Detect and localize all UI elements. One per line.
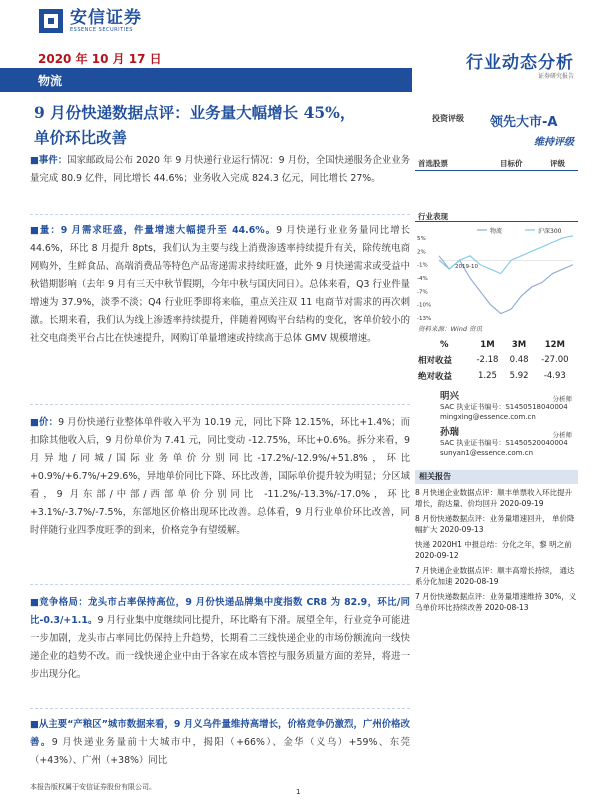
related-report-text: 7 月份快递数据点评：业务量增速维持 [415,592,543,601]
y-tick-label: 5% [417,236,426,242]
table-cell: -4.93 [543,371,566,381]
paragraph-head: ■竞争格局：龙头市占率保持高位，9 月份快递品牌集中度指数 CR8 为 82.9，环比/同比-0.3/+1.1。 [30,597,410,626]
paragraph-text: 9 月行业集中度继续同比提升，环比略有下滑。展望全年，行业竞争可能进一步加剧，龙头市占率同比仍保持上升趋势，长期看二三线快递企业的市场份额流向一线快递企业的趋势不改。而一线快递企业中由于各家在成本管控与服务质量方面的差异，将进一步出现分化。 [30,615,411,680]
related-report-text: 单价降幅扩大 [415,514,575,534]
rating-value: 领先大市-A [490,115,558,130]
paragraph-head: ■事件： [30,155,68,166]
divider [30,404,410,405]
y-tick-label: 2% [417,249,426,256]
table-header: % [439,340,449,350]
related-reports-list [415,487,578,617]
related-report-text: 7 月快递企业数据点评：顺丰高增长持续， [415,566,558,575]
market-title: 行业表现 [418,212,448,221]
page-number: 1 [296,788,301,796]
analyst-cert: SAC 执业证书编号：S1450518040004 [440,403,568,411]
divider [30,708,410,709]
related-report-date: 2020-09-19 [499,499,544,508]
category-bar [0,68,412,92]
logo-name-cn: 安信证券 [70,8,142,28]
analyst-email[interactable]: sunyan1@essence.com.cn [440,449,534,457]
performance-table [418,338,576,384]
analyst-name: 孙瑞 [440,427,460,438]
divider [30,584,410,585]
table-cell: 相对收益 [418,356,453,366]
rating-label: 投资评级 [432,114,464,123]
legend-b: 沪深300 [538,228,562,235]
related-report-text: 通达系分化加速 [415,566,575,586]
company-logo [38,8,142,34]
table-cell: 绝对收益 [418,372,453,382]
table-cell: 0.48 [509,355,529,365]
page-title [34,100,404,150]
y-tick-label: -1% [417,262,428,269]
paragraph-volume [30,222,410,348]
analyst-name: 明兴 [440,391,460,402]
table-cell: -27.00 [541,355,569,365]
paragraph-head: ■价： [30,417,59,428]
y-tick-label: -13% [417,316,432,322]
paragraph-text: 国家邮政局公布 2020 年 9 月快递行业运行情况：9 月份，全国快递服务企业业务量完成 80.9 亿件，同比增长 44.6%；业务收入完成 824.3 亿元，同比增长 27%。 [30,155,410,184]
paragraph-head: ■量：9 月需求旺盛，件量增速大幅提升至 44.6%。 [30,225,277,236]
analyst-role: 分析师 [552,395,572,403]
report-date: 2020 年 10 月 17 日 [38,52,162,66]
category-label: 物流 [38,74,63,88]
related-report-text: 快递 2020H1 中报总结：分化之年，黎 [415,540,547,549]
table-header-row [418,338,576,352]
table-row [418,352,576,368]
title-line-1: 9 月份快递数据点评：业务量大幅增长 45%， [34,103,356,122]
analyst-card [440,428,580,458]
related-report-text: 8 月快递企业数据点评：顺丰单票收入环比提升 [415,488,573,497]
paragraph-text: 9 月快递业务量前十大城市中，揭阳（+66%）、金华（义乌）+59%、东莞（+43%）、广州（+38%）同比 [30,737,410,766]
x-axis-label: 2019-10 [455,264,478,271]
analyst-role: 分析师 [552,431,572,439]
report-type: 行业动态分析 [466,53,574,73]
table-cell: -2.18 [476,355,499,365]
table-header: 1M [480,340,495,350]
paragraph-event [30,152,410,188]
y-tick-label: -4% [417,276,428,282]
stock-header-rating: 评级 [550,159,565,168]
table-header: 12M [544,340,565,350]
divider [30,214,410,215]
y-tick-label: -7% [417,289,428,296]
paragraph-competition [30,594,410,684]
related-report-date: 2020-09-12 [415,551,459,560]
related-report-date: 2020-09-13 [439,525,484,534]
stock-header-pick: 首选股票 [418,159,448,168]
related-report-item[interactable] [415,591,578,613]
market-chart-svg [415,224,578,322]
related-report-text: 明之前 [549,540,572,549]
y-tick-label: -10% [417,302,432,309]
title-line-2: 单价环比改善 [34,128,128,147]
paragraph-text: 9 月份快递行业整体单件收入平为 10.19 元，同比下降 12.15%，环比+1.4%；而扣除其他收入后，9 月份单价为 7.41 元，同比变动 -12.75%，环比+0.6%。拆分来看，9 月异地/同城/国际业务单价分别同比-17.2%/-12.9%/+51.8%，环比+0.9%/+6.7%/+29.6%，异地单价同比下降、环比改善，国际单价提升较为明显；分区域看，9 月东部/中部/西部单价分别同比 -11.2%/-13.3%/-17.0%，环比 +3.1%/-3.7%/-7.5%，东部地区价格出现环比改善。总体看，9 月行业单价环比改善，同时伴随行业四季度旺季的到来，价格竞争有望缓解。 [30,417,411,536]
related-report-text: 8 月份快递数据点评：业务量增速回升， [415,514,550,523]
divider [415,221,578,222]
logo-name-en: ESSENCE SECURITIES [70,27,133,33]
related-report-text: 30%，义乌单价环比持续改善 [415,592,577,612]
paragraph-text: 9 月快递行业业务量同比增长 44.6%，环比 8 月提升 8pts，我们认为主要与线上消费渗透率持续提升有关，除传统电商网购外，生鲜食品、高端消费品等特色产品寄递需求持续旺盛，此外 9 月快递需求或受益中秋错期影响（去年 9 月有三天中秋节假期，今年中秋与国庆同日）。总体来看，Q3 行业件量增速为 37.9%，淡季不淡；Q4 行业旺季即将来临，重点关注双 11 电商节对需求的再次刺激。长期来看，我们认为线上渗透率持续提升，伴随着网购平台结构的变化，客单价较小的社交电商类平台占比在快速提升，网购订单量增速或持续高于总体 GMV 规模增速。 [30,225,411,344]
logo-mark-icon [38,8,64,34]
table-row [418,368,576,384]
table-cell: 1.25 [478,371,497,381]
rating-sub: 维持评级 [534,137,574,148]
report-subtype: 证券研究报告 [537,73,574,80]
table-header: 3M [511,340,527,350]
paragraph-price [30,414,410,540]
related-report-text: 增长，韵达量、价均回升 [415,499,498,508]
related-report-item[interactable] [415,539,578,561]
analyst-card [440,392,580,422]
related-report-date: 2020-08-19 [454,577,499,586]
analyst-email[interactable]: mingxing@essence.com.cn [440,413,536,421]
analyst-cert: SAC 执业证书编号：S1450520040004 [440,439,568,447]
market-chart [415,224,578,322]
related-reports-title: 相关报告 [415,470,578,484]
table-cell: 5.92 [509,371,529,381]
paragraph-head: ■从主要“产粮区”城市数据来看，9 月义乌件量维持高增长，价格竞争仍激烈，广州价格改善。 [30,719,410,748]
related-report-item[interactable] [415,487,578,509]
related-report-item[interactable] [415,513,578,535]
footer-text: 本报告版权属于安信证券股份有限公司。 [30,783,156,791]
paragraph-cities [30,716,410,778]
related-report-item[interactable] [415,565,578,587]
related-report-date: 2020-08-13 [484,603,529,612]
legend-a: 物流 [490,228,503,235]
chart-source: 资料来源：Wind 资讯 [418,325,483,333]
stock-header-target: 目标价 [500,159,523,168]
divider [415,170,578,171]
